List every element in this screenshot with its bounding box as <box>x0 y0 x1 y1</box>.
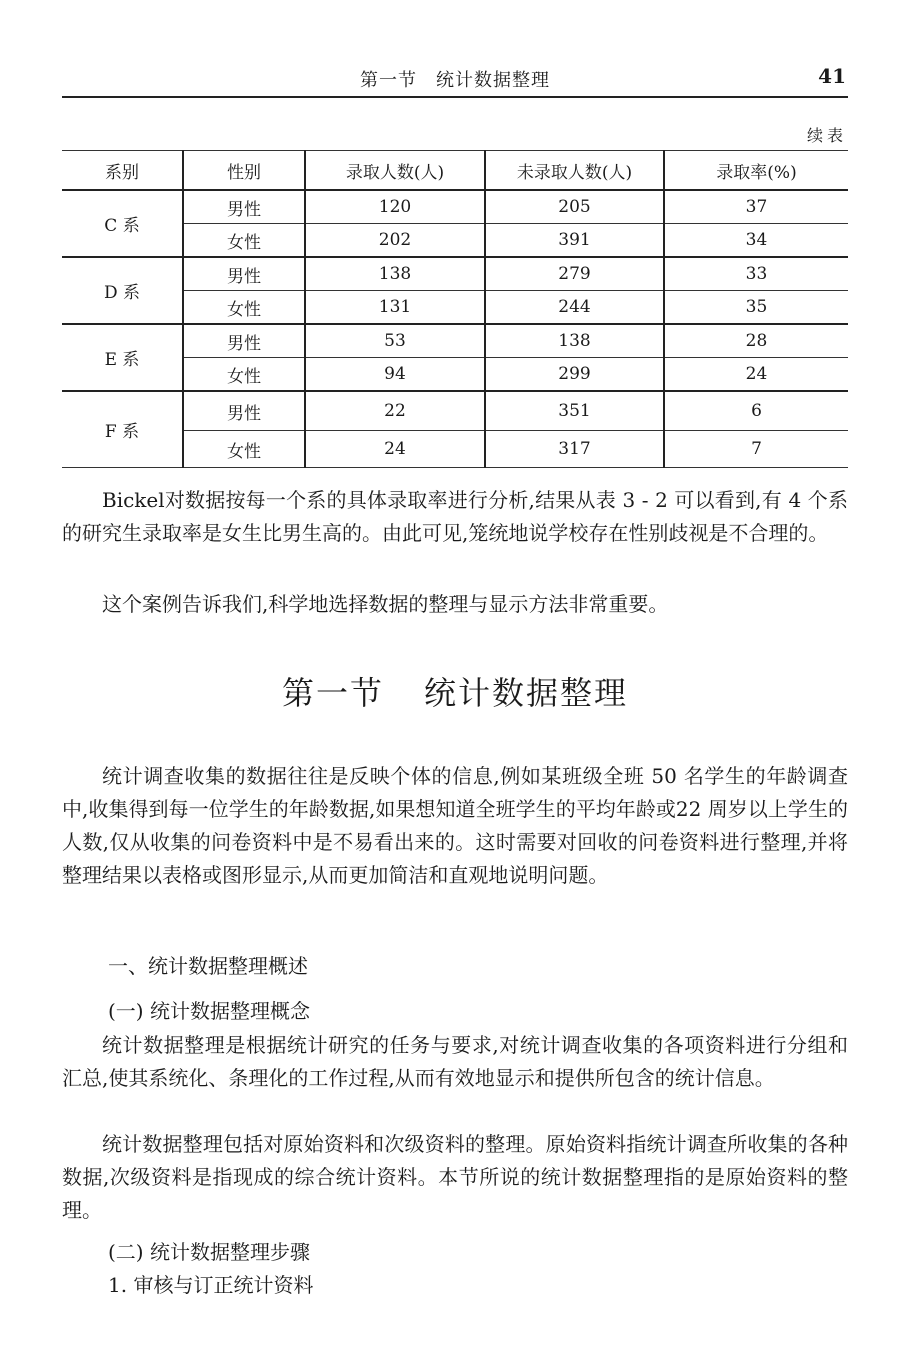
rate-cell: 33 <box>664 257 848 291</box>
table-row <box>62 190 848 224</box>
paragraph-concept: 统计数据整理是根据统计研究的任务与要求,对统计调查收集的各项资料进行分组和汇总,使其系统化、条理化的工作过程,从而有效地显示和提供所包含的统计信息。 <box>62 1033 848 1090</box>
heading-steps: (二) 统计数据整理步骤 <box>108 1240 310 1264</box>
rate-cell: 28 <box>664 324 848 358</box>
table-row <box>62 324 848 358</box>
rate-cell: 24 <box>664 358 848 392</box>
rejected-cell: 205 <box>485 190 664 224</box>
rate-cell: 37 <box>664 190 848 224</box>
admitted-cell: 131 <box>305 291 485 325</box>
running-header-title: 第一节 统计数据整理 <box>360 70 550 91</box>
column-header-admitted: 录取人数(人) <box>305 151 485 191</box>
admitted-cell: 53 <box>305 324 485 358</box>
paragraph-bickel-analysis: Bickel对数据按每一个系的具体录取率进行分析,结果从表 3 - 2 可以看到,有 4 个系的研究生录取率是女生比男生高的。由此可见,笼统地说学校存在性别歧视是不合理的。 <box>62 488 848 545</box>
rejected-cell: 244 <box>485 291 664 325</box>
table-header-row <box>62 151 848 191</box>
rejected-cell: 279 <box>485 257 664 291</box>
column-header-rate: 录取率(%) <box>664 151 848 191</box>
admitted-cell: 202 <box>305 224 485 258</box>
gender-cell: 女性 <box>183 291 305 325</box>
rate-cell: 35 <box>664 291 848 325</box>
admission-table <box>62 150 848 468</box>
gender-cell: 女性 <box>183 224 305 258</box>
dept-cell: C 系 <box>62 190 183 257</box>
gender-cell: 男性 <box>183 257 305 291</box>
admitted-cell: 94 <box>305 358 485 392</box>
rejected-cell: 351 <box>485 391 664 431</box>
dept-cell: E 系 <box>62 324 183 391</box>
table-continued-label: 续表 <box>806 126 847 145</box>
rejected-cell: 391 <box>485 224 664 258</box>
dept-cell: D 系 <box>62 257 183 324</box>
page-number: 41 <box>818 64 846 88</box>
rate-cell: 7 <box>664 431 848 468</box>
paragraph-case-conclusion: 这个案例告诉我们,科学地选择数据的整理与显示方法非常重要。 <box>102 592 669 616</box>
heading-concept: (一) 统计数据整理概念 <box>108 999 310 1023</box>
table-row <box>62 257 848 291</box>
column-header-dept: 系别 <box>62 151 183 191</box>
gender-cell: 女性 <box>183 431 305 468</box>
section-title-text: 统计数据整理 <box>424 674 629 712</box>
rejected-cell: 317 <box>485 431 664 468</box>
admitted-cell: 22 <box>305 391 485 431</box>
rate-cell: 34 <box>664 224 848 258</box>
rejected-cell: 138 <box>485 324 664 358</box>
gender-cell: 男性 <box>183 324 305 358</box>
gender-cell: 女性 <box>183 358 305 392</box>
table-row <box>62 391 848 431</box>
column-header-rejected: 未录取人数(人) <box>485 151 664 191</box>
heading-overview: 一、统计数据整理概述 <box>108 954 308 978</box>
heading-step-1: 1. 审核与订正统计资料 <box>108 1273 314 1297</box>
rejected-cell: 299 <box>485 358 664 392</box>
paragraph-intro: 统计调查收集的数据往往是反映个体的信息,例如某班级全班 50 名学生的年龄调查中,收集得到每一位学生的年龄数据,如果想知道全班学生的平均年龄或22 周岁以上学生的人数,仅从收集的问卷资料中是不易看出来的。这时需要对回收的问卷资料进行整理,并将整理结果以表格或图形显示,从而更加简洁和直观地说明问题。 <box>62 764 848 887</box>
section-title <box>62 668 848 714</box>
gender-cell: 男性 <box>183 391 305 431</box>
gender-cell: 男性 <box>183 190 305 224</box>
rate-cell: 6 <box>664 391 848 431</box>
running-header <box>62 62 848 98</box>
column-header-gender: 性别 <box>183 151 305 191</box>
admitted-cell: 120 <box>305 190 485 224</box>
dept-cell: F 系 <box>104 422 140 442</box>
paragraph-data-types: 统计数据整理包括对原始资料和次级资料的整理。原始资料指统计调查所收集的各种数据,次级资料是指现成的综合统计资料。本节所说的统计数据整理指的是原始资料的整理。 <box>62 1132 848 1222</box>
admitted-cell: 24 <box>305 431 485 468</box>
section-title-number: 第一节 <box>281 674 384 712</box>
admitted-cell: 138 <box>305 257 485 291</box>
